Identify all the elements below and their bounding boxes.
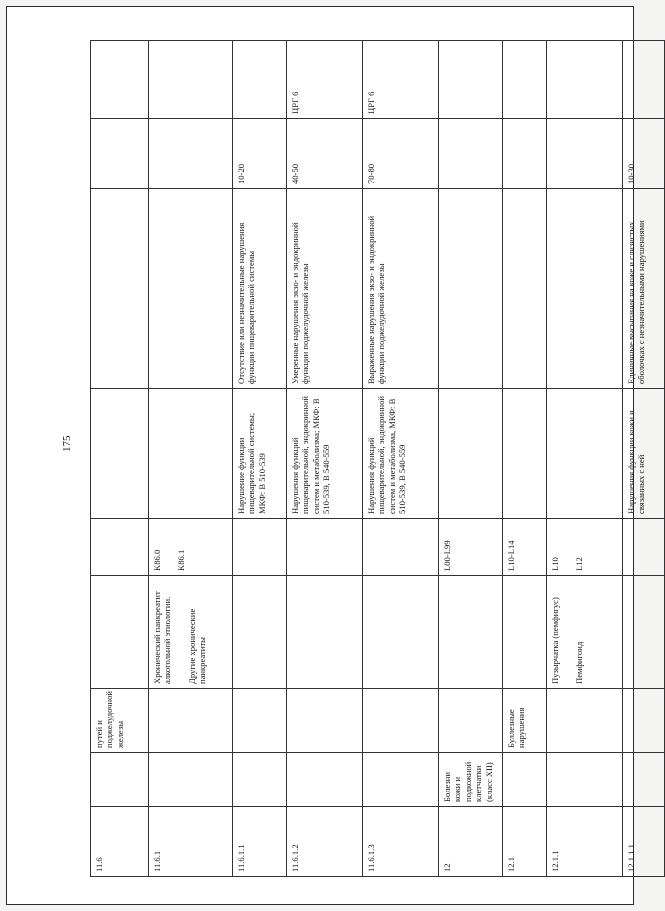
- cell-percent: [149, 119, 233, 189]
- table-row: [363, 41, 439, 877]
- table-row: [623, 41, 665, 877]
- cell-percent: 40-50: [287, 119, 363, 189]
- cell-group: Буллезные нарушения: [503, 689, 547, 753]
- classification-table: [90, 40, 665, 877]
- table-row: [233, 41, 287, 877]
- cell-nosology: [547, 519, 623, 689]
- cell-class: [91, 753, 149, 807]
- page-number: 175: [61, 435, 73, 452]
- cell-class: [547, 753, 623, 807]
- cell-description: Умеренные нарушения экзо- и эндокринной функции поджелудочной железы: [287, 189, 363, 389]
- cell-nosology: [623, 519, 665, 689]
- cell-function: Нарушения функций пищеварительной, эндокринной систем и метаболизма, МКФ: B 510-539, B 540-559: [363, 389, 439, 519]
- nosology-name: Хронический панкреатит алкогольной этиологии.: [152, 591, 173, 684]
- cell-group: [363, 689, 439, 753]
- cell-description: [91, 189, 149, 389]
- nosology-name: Пемфигоид: [574, 641, 585, 684]
- cell-number: 11.6.1.3: [363, 807, 439, 877]
- rotated-table-wrapper: [90, 41, 647, 877]
- cell-percent: [547, 119, 623, 189]
- cell-description: [439, 189, 503, 389]
- cell-nosology: [287, 519, 363, 689]
- cell-percent: [91, 119, 149, 189]
- cell-description: [503, 189, 547, 389]
- cell-description: Выраженные нарушения экзо- и эндокринной функции поджелудочной железы: [363, 189, 439, 389]
- cell-function: Нарушения функции кожи и связанных с ней: [623, 389, 665, 519]
- cell-description: Отсутствие или незначительные нарушения функции пищеварительной системы: [233, 189, 287, 389]
- cell-group: путей и поджелудочной железы: [91, 689, 149, 753]
- icd-code: K86.1: [176, 549, 187, 571]
- cell-percent: [439, 119, 503, 189]
- table-row: [547, 41, 623, 877]
- cell-percent: 10-20: [233, 119, 287, 189]
- cell-function: [547, 389, 623, 519]
- cell-number: 12.1: [503, 807, 547, 877]
- icd-code: L00-L99: [442, 540, 452, 571]
- cell-nosology: [149, 519, 233, 689]
- cell-nosology: [439, 519, 503, 689]
- cell-description: Единичные высыпания на коже и слизистых оболочках с незначительными нарушениями: [623, 189, 665, 389]
- nosology-name: Другие хронические панкреатиты: [186, 608, 208, 684]
- cell-number: 11.6.1: [149, 807, 233, 877]
- cell-nosology: [503, 519, 547, 689]
- cell-class: [233, 753, 287, 807]
- cell-percent: [503, 119, 547, 189]
- document-page: [6, 6, 647, 905]
- cell-function: Нарушение функции пищеварительной системы; МКФ: B 510-539: [233, 389, 287, 519]
- icd-code: K86.0: [152, 549, 162, 571]
- cell-class: [149, 753, 233, 807]
- table-row: [439, 41, 503, 877]
- cell-note: [503, 41, 547, 119]
- cell-percent: 70-80: [363, 119, 439, 189]
- cell-number: 11.6.1.2: [287, 807, 363, 877]
- cell-number: 12.1.1.1: [623, 807, 665, 877]
- cell-number: 11.6.1.1: [233, 807, 287, 877]
- table-row: [91, 41, 149, 877]
- cell-note: [91, 41, 149, 119]
- cell-note: ЦРГ 6: [287, 41, 363, 119]
- table-row: [149, 41, 233, 877]
- cell-class: [287, 753, 363, 807]
- cell-group: [547, 689, 623, 753]
- cell-note: [547, 41, 623, 119]
- cell-function: Нарушения функций пищеварительной, эндокринной систем и метаболизма; МКФ: B 510-539, B 540-559: [287, 389, 363, 519]
- cell-group: [287, 689, 363, 753]
- cell-description: [547, 189, 623, 389]
- nosology-name: Пузырчатка (пемфигус): [550, 597, 560, 684]
- cell-class: [623, 753, 665, 807]
- cell-note: [439, 41, 503, 119]
- cell-group: [439, 689, 503, 753]
- cell-percent: 10-30: [623, 119, 665, 189]
- cell-description: [149, 189, 233, 389]
- cell-note: [149, 41, 233, 119]
- cell-note: [623, 41, 665, 119]
- cell-function: [149, 389, 233, 519]
- icd-code: L10: [550, 557, 560, 571]
- cell-nosology: [91, 519, 149, 689]
- cell-nosology: [233, 519, 287, 689]
- cell-group: [233, 689, 287, 753]
- cell-number: 12: [439, 807, 503, 877]
- icd-code: L12: [574, 557, 585, 571]
- cell-class: [503, 753, 547, 807]
- cell-number: 11.6: [91, 807, 149, 877]
- cell-note: [233, 41, 287, 119]
- cell-nosology: [363, 519, 439, 689]
- cell-number: 12.1.1: [547, 807, 623, 877]
- cell-note: ЦРГ 6: [363, 41, 439, 119]
- table-row: [503, 41, 547, 877]
- cell-class: Болезни кожи и подкожной клетчатки (класс XII): [439, 753, 503, 807]
- cell-function: [503, 389, 547, 519]
- cell-function: [91, 389, 149, 519]
- cell-class: [363, 753, 439, 807]
- table-row: [287, 41, 363, 877]
- cell-group: [623, 689, 665, 753]
- cell-function: [439, 389, 503, 519]
- cell-group: [149, 689, 233, 753]
- icd-code: L10-L14: [506, 540, 516, 571]
